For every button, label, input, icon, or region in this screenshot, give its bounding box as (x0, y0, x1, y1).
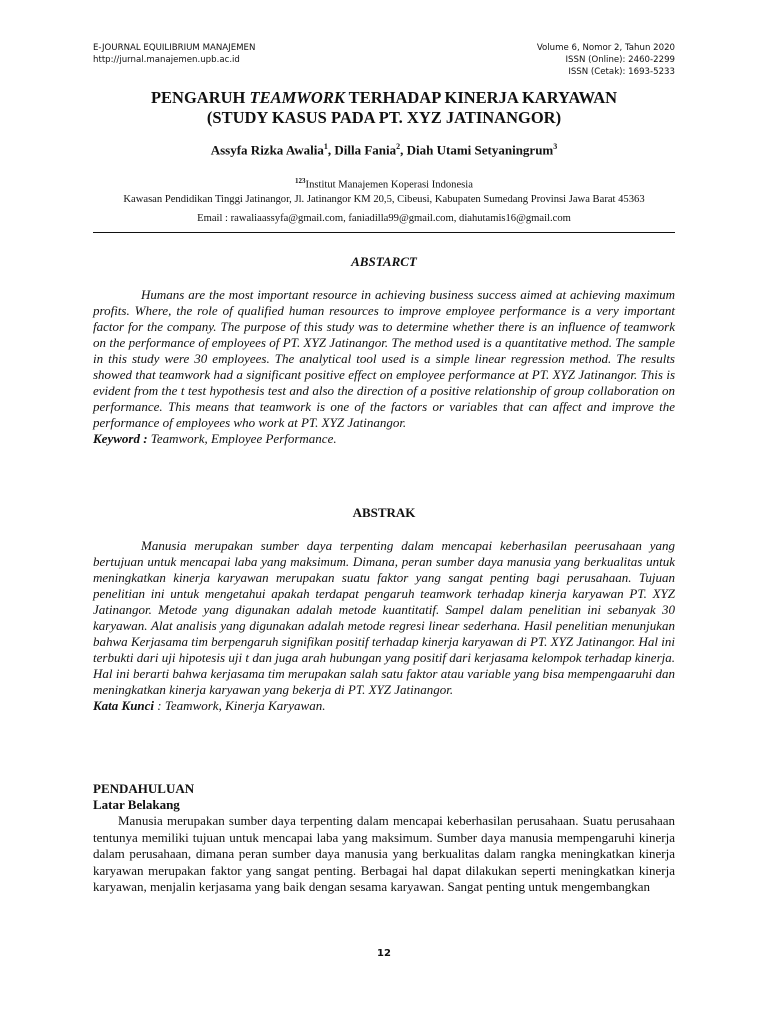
abstract-id (93, 538, 675, 714)
author-list (60, 142, 708, 158)
author-separator: , (327, 142, 335, 158)
title-part: TERHADAP KINERJA KARYAWAN (344, 88, 618, 107)
kata-kunci-values: : Teamwork, Kinerja Karyawan. (154, 698, 326, 713)
issn-online: ISSN (Online): 2460-2299 (565, 55, 675, 65)
abstract-en-heading: ABSTARCT (351, 254, 417, 269)
institute-address: Kawasan Pendidikan Tinggi Jatinangor, Jl. Jatinangor KM 20,5, Cibeusi, Kabupaten Sumedang Provinsi Jawa Barat 45363 (123, 193, 645, 205)
author-3-sup: 3 (553, 142, 558, 151)
author-3: Diah Utami Setyaningrum (406, 142, 554, 158)
header-right (537, 42, 675, 78)
abstract-en-text: Humans are the most important resource in achieving business success aimed at achieving maximum profits. Where, the role of qualified human resources to improve employee performance is a very important factor for the company. The purpose of this study was to determine whether there is an influence of teamwork on the performance of employees of PT. XYZ Jatinangor. The method used is a quantitative method. The sample in this study were 30 employees. The analytical tool used is a simple linear regression method. The results showed that teamwork had a significant positive effect on employee performance at PT. XYZ Jatinangor. This is evident from the t test hypothesis test and also the direction of a positive relationship of group collaboration on performance. This means that teamwork is one of the factors or variables that can affect and improve the performance of employees who work at PT. XYZ Jatinangor. (93, 287, 675, 430)
title-line-2: (STUDY KASUS PADA PT. XYZ JATINANGOR) (206, 108, 562, 127)
author-1-sup: 1 (323, 142, 328, 151)
abstract-id-heading: ABSTRAK (352, 505, 416, 520)
author-emails: Email : rawaliaassyfa@gmail.com, faniadilla99@gmail.com, diahutamis16@gmail.com (197, 213, 571, 224)
header-divider (93, 232, 675, 233)
section-heading-pendahuluan: PENDAHULUAN (93, 781, 195, 796)
issn-print: ISSN (Cetak): 1693-5233 (568, 67, 675, 77)
intro-paragraph: Manusia merupakan sumber daya terpenting dalam mencapai keberhasilan perusahaan. Suatu perusahaan tentunya memiliki tujuan untuk mencapai laba yang maksimum. Sumber daya manusia mempengaruhi kinerja dalam perusahaan, dimana peran sumber daya manusia yang berkualitas dalam rangka meningkatkan kinerja karyawan merupakan faktor yang sangat penting. Berbagai hal dapat dilakukan seperti meningkatkan kinerja karyawan, menjalin kerjasama yang baik dengan sesama karyawan. Sangat penting untuk mengembangkan (93, 813, 675, 894)
author-1: Assyfa Rizka Awalia (210, 142, 324, 158)
paper-title (60, 88, 708, 128)
title-part: PENGARUH (150, 88, 250, 107)
affiliation-institute-line (60, 174, 708, 193)
journal-url: http://jurnal.manajemen.upb.ac.id (93, 55, 240, 65)
title-italic-term: TEAMWORK (249, 88, 345, 107)
abstract-id-keywords (93, 698, 675, 714)
title-line-1 (60, 88, 708, 108)
abstract-en-keywords (93, 431, 675, 447)
abstract-en (93, 287, 675, 447)
author-separator: , (400, 142, 407, 158)
author-2-sup: 2 (396, 142, 401, 151)
affiliation (60, 174, 708, 207)
header-left (93, 42, 255, 66)
kata-kunci-label: Kata Kunci (93, 698, 155, 713)
institute-name: Institut Manajemen Koperasi Indonesia (305, 179, 473, 191)
keyword-label: Keyword : (93, 431, 148, 446)
author-2: Dilla Fania (334, 142, 397, 158)
intro-body (93, 813, 675, 896)
page-number: 12 (377, 948, 391, 959)
keyword-values: Teamwork, Employee Performance. (147, 431, 337, 446)
journal-name: E-JOURNAL EQUILIBRIUM MANAJEMEN (93, 43, 256, 53)
subsection-heading-latar-belakang: Latar Belakang (93, 797, 180, 812)
affiliation-sup: 123 (295, 177, 306, 185)
abstract-id-text: Manusia merupakan sumber daya terpenting dalam mencapai keberhasilan peerusahaan yang bertujuan untuk mencapai laba yang maksimum. Dimana, peran sumber daya manusia yang berkualitas untuk meningkatkan kinerja karyawan merupakan suatu faktor yang sangat penting bagi perusahaan. Tujuan penelitian ini untuk mengetahui apakah terdapat pengaruh teamwork terhadap kinerja karyawan PT. XYZ Jatinangor. Metode yang digunakan adalah metode kuantitatif. Sampel dalam penelitian ini sebanyak 30 karyawan. Alat analisis yang digunakan adalah metode regresi linear sederhana. Hasil penelitian menunjukan bahwa Kerjasama tim berpengaruh signifikan positif terhadap kinerja karyawan di PT. XYZ Jatinangor. Hal ini terbukti dari uji hipotesis uji t dan juga arah hubungan yang positif dari kerjasama kelompok terhadap kinerja. Hal ini berarti bahwa kerjasama tim merupakan salah satu faktor atau variable yang bisa mempengaaruhi dan meningkatkan kinerja karyawan yang bekerja di PT. XYZ Jatinangor. (93, 538, 675, 697)
volume-info: Volume 6, Nomor 2, Tahun 2020 (536, 43, 675, 53)
